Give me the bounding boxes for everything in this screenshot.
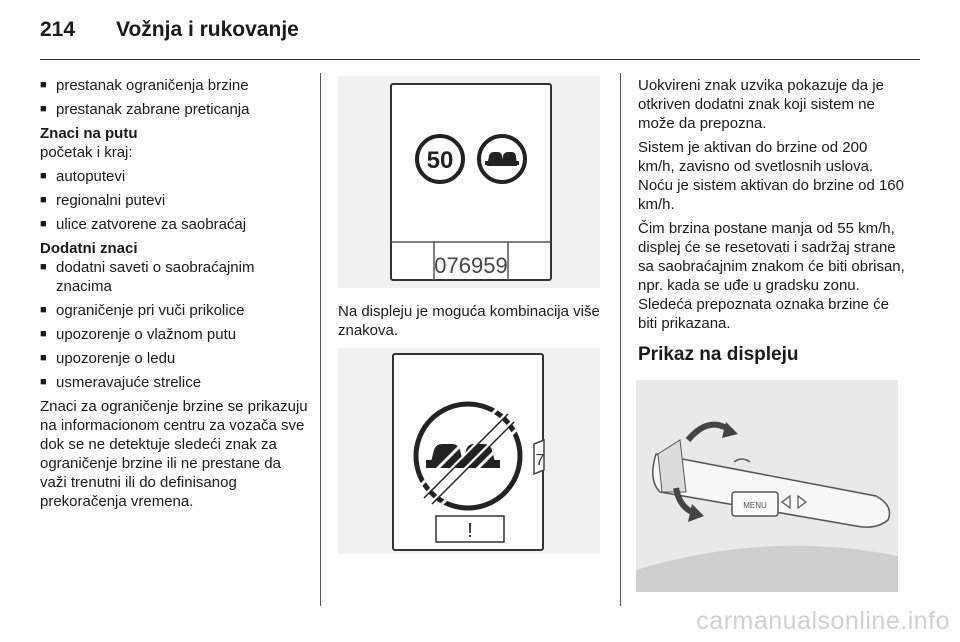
header-rule	[40, 59, 920, 60]
end-no-overtaking-illustration	[338, 348, 600, 554]
column-divider	[620, 73, 621, 606]
road-signs-heading: Znaci na putu	[40, 125, 138, 142]
watermark: carmanualsonline.info	[696, 607, 950, 635]
list-item: ■ dodatni saveti o saobraćajnim znacima	[40, 258, 308, 296]
body-paragraph: Sistem je aktivan do brzine od 200 km/h, zavisno od svetlosnih uslova. Noću je sistem aktivan do brzine od 160 km/h.	[638, 139, 904, 213]
section-title: Prikaz na displeju	[638, 344, 799, 365]
list-item: ■ ograničenje pri vuči prikolice	[40, 301, 308, 320]
page-header	[40, 18, 299, 42]
figure-end-no-overtaking	[338, 348, 600, 554]
body-paragraph: Uokvireni znak uzvika pokazuje da je otkriven dodatni znak koji sistem ne može da prepozna.	[638, 77, 884, 132]
list-item: ■ ulice zatvorene za saobraćaj	[40, 215, 308, 234]
figure-speed-signs	[338, 76, 600, 288]
column-2	[338, 302, 608, 345]
speed-limit-value: 50	[426, 147, 454, 174]
column-1	[40, 76, 308, 516]
body-paragraph: Znaci za ograničenje brzine se prikazuju na informacionom centru za vozača sve dok se ne detektuje sledeći znak za ograničenje brzine ili ne prestane da važi trenutni ili do definisanog prekoračenja vremena.	[40, 398, 308, 510]
list-item: ■ usmeravajuće strelice	[40, 373, 308, 392]
list-item: ■ prestanak ograničenja brzine	[40, 76, 308, 95]
list-item: ■ upozorenje o vlažnom putu	[40, 325, 308, 344]
sign-code: 076959	[434, 253, 508, 278]
list-item: ■ prestanak zabrane preticanja	[40, 100, 308, 119]
road-signs-intro: početak i kraj:	[40, 144, 133, 161]
page-number: 214	[40, 18, 76, 41]
list-item: ■ regionalni putevi	[40, 191, 308, 210]
menu-button-label: MENU	[743, 501, 767, 510]
extra-signs-heading: Dodatni znaci	[40, 240, 138, 257]
column-3	[638, 76, 908, 364]
side-sign-label: 7	[535, 452, 545, 469]
page-title: Vožnja i rukovanje	[116, 18, 299, 41]
speed-signs-illustration	[338, 76, 600, 288]
figure-caption: Na displeju je moguća kombinacija više znakova.	[338, 303, 600, 339]
body-paragraph: Čim brzina postane manja od 55 km/h, displej će se resetovati i sadržaj strane sa saobraćajnim znakom će biti obrisan, npr. kada se uđe u gradsku zonu. Sledeća prepoznata oznaka brzine će biti prikazana.	[638, 220, 905, 332]
column-divider	[320, 73, 321, 606]
list-item: ■ autoputevi	[40, 167, 308, 186]
list-item: ■ upozorenje o ledu	[40, 349, 308, 368]
figure-stalk-controls	[636, 380, 898, 592]
exclamation-mark: !	[467, 520, 473, 542]
stalk-illustration	[636, 380, 898, 592]
